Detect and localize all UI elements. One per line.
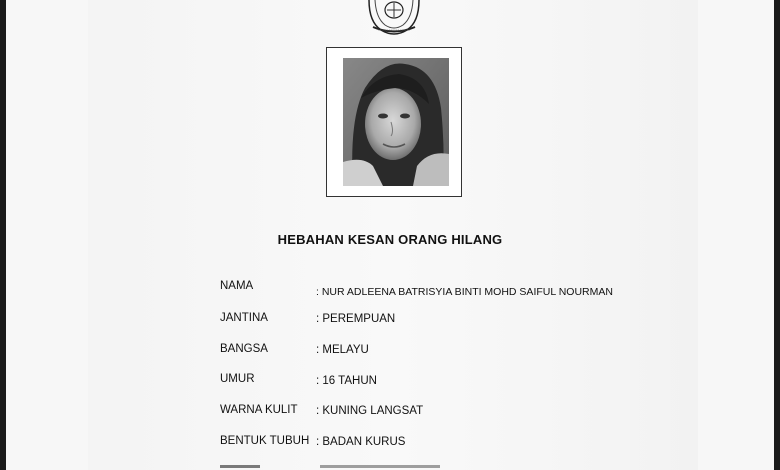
field-label: NAMA (220, 280, 254, 292)
field-row-bentuk-tubuh (6, 435, 774, 451)
field-label: WARNA KULIT (220, 404, 298, 416)
field-label: BANGSA (220, 343, 268, 355)
cropped-next-label (220, 465, 260, 468)
field-value: : NUR ADLEENA BATRISYIA BINTI MOHD SAIFUL NOURMAN (316, 286, 613, 298)
missing-person-photo (343, 58, 449, 186)
document-page (6, 0, 774, 470)
field-label: BENTUK TUBUH (220, 435, 310, 447)
field-value: : 16 TAHUN (316, 375, 377, 387)
document-title: HEBAHAN KESAN ORANG HILANG (277, 232, 503, 247)
field-value: : PEREMPUAN (316, 313, 396, 325)
field-row-bangsa (6, 343, 774, 359)
field-label: UMUR (220, 373, 255, 385)
field-value: : KUNING LANGSAT (316, 405, 424, 417)
field-row-umur (6, 373, 774, 389)
field-value: : MELAYU (316, 344, 369, 356)
field-row-warna-kulit (6, 404, 774, 420)
field-label: JANTINA (220, 312, 268, 324)
photo-frame (326, 47, 462, 197)
field-row-nama (6, 280, 774, 296)
cropped-next-value (320, 465, 440, 468)
police-crest-icon (361, 0, 427, 36)
field-value: : BADAN KURUS (316, 436, 406, 448)
field-row-jantina (6, 312, 774, 328)
